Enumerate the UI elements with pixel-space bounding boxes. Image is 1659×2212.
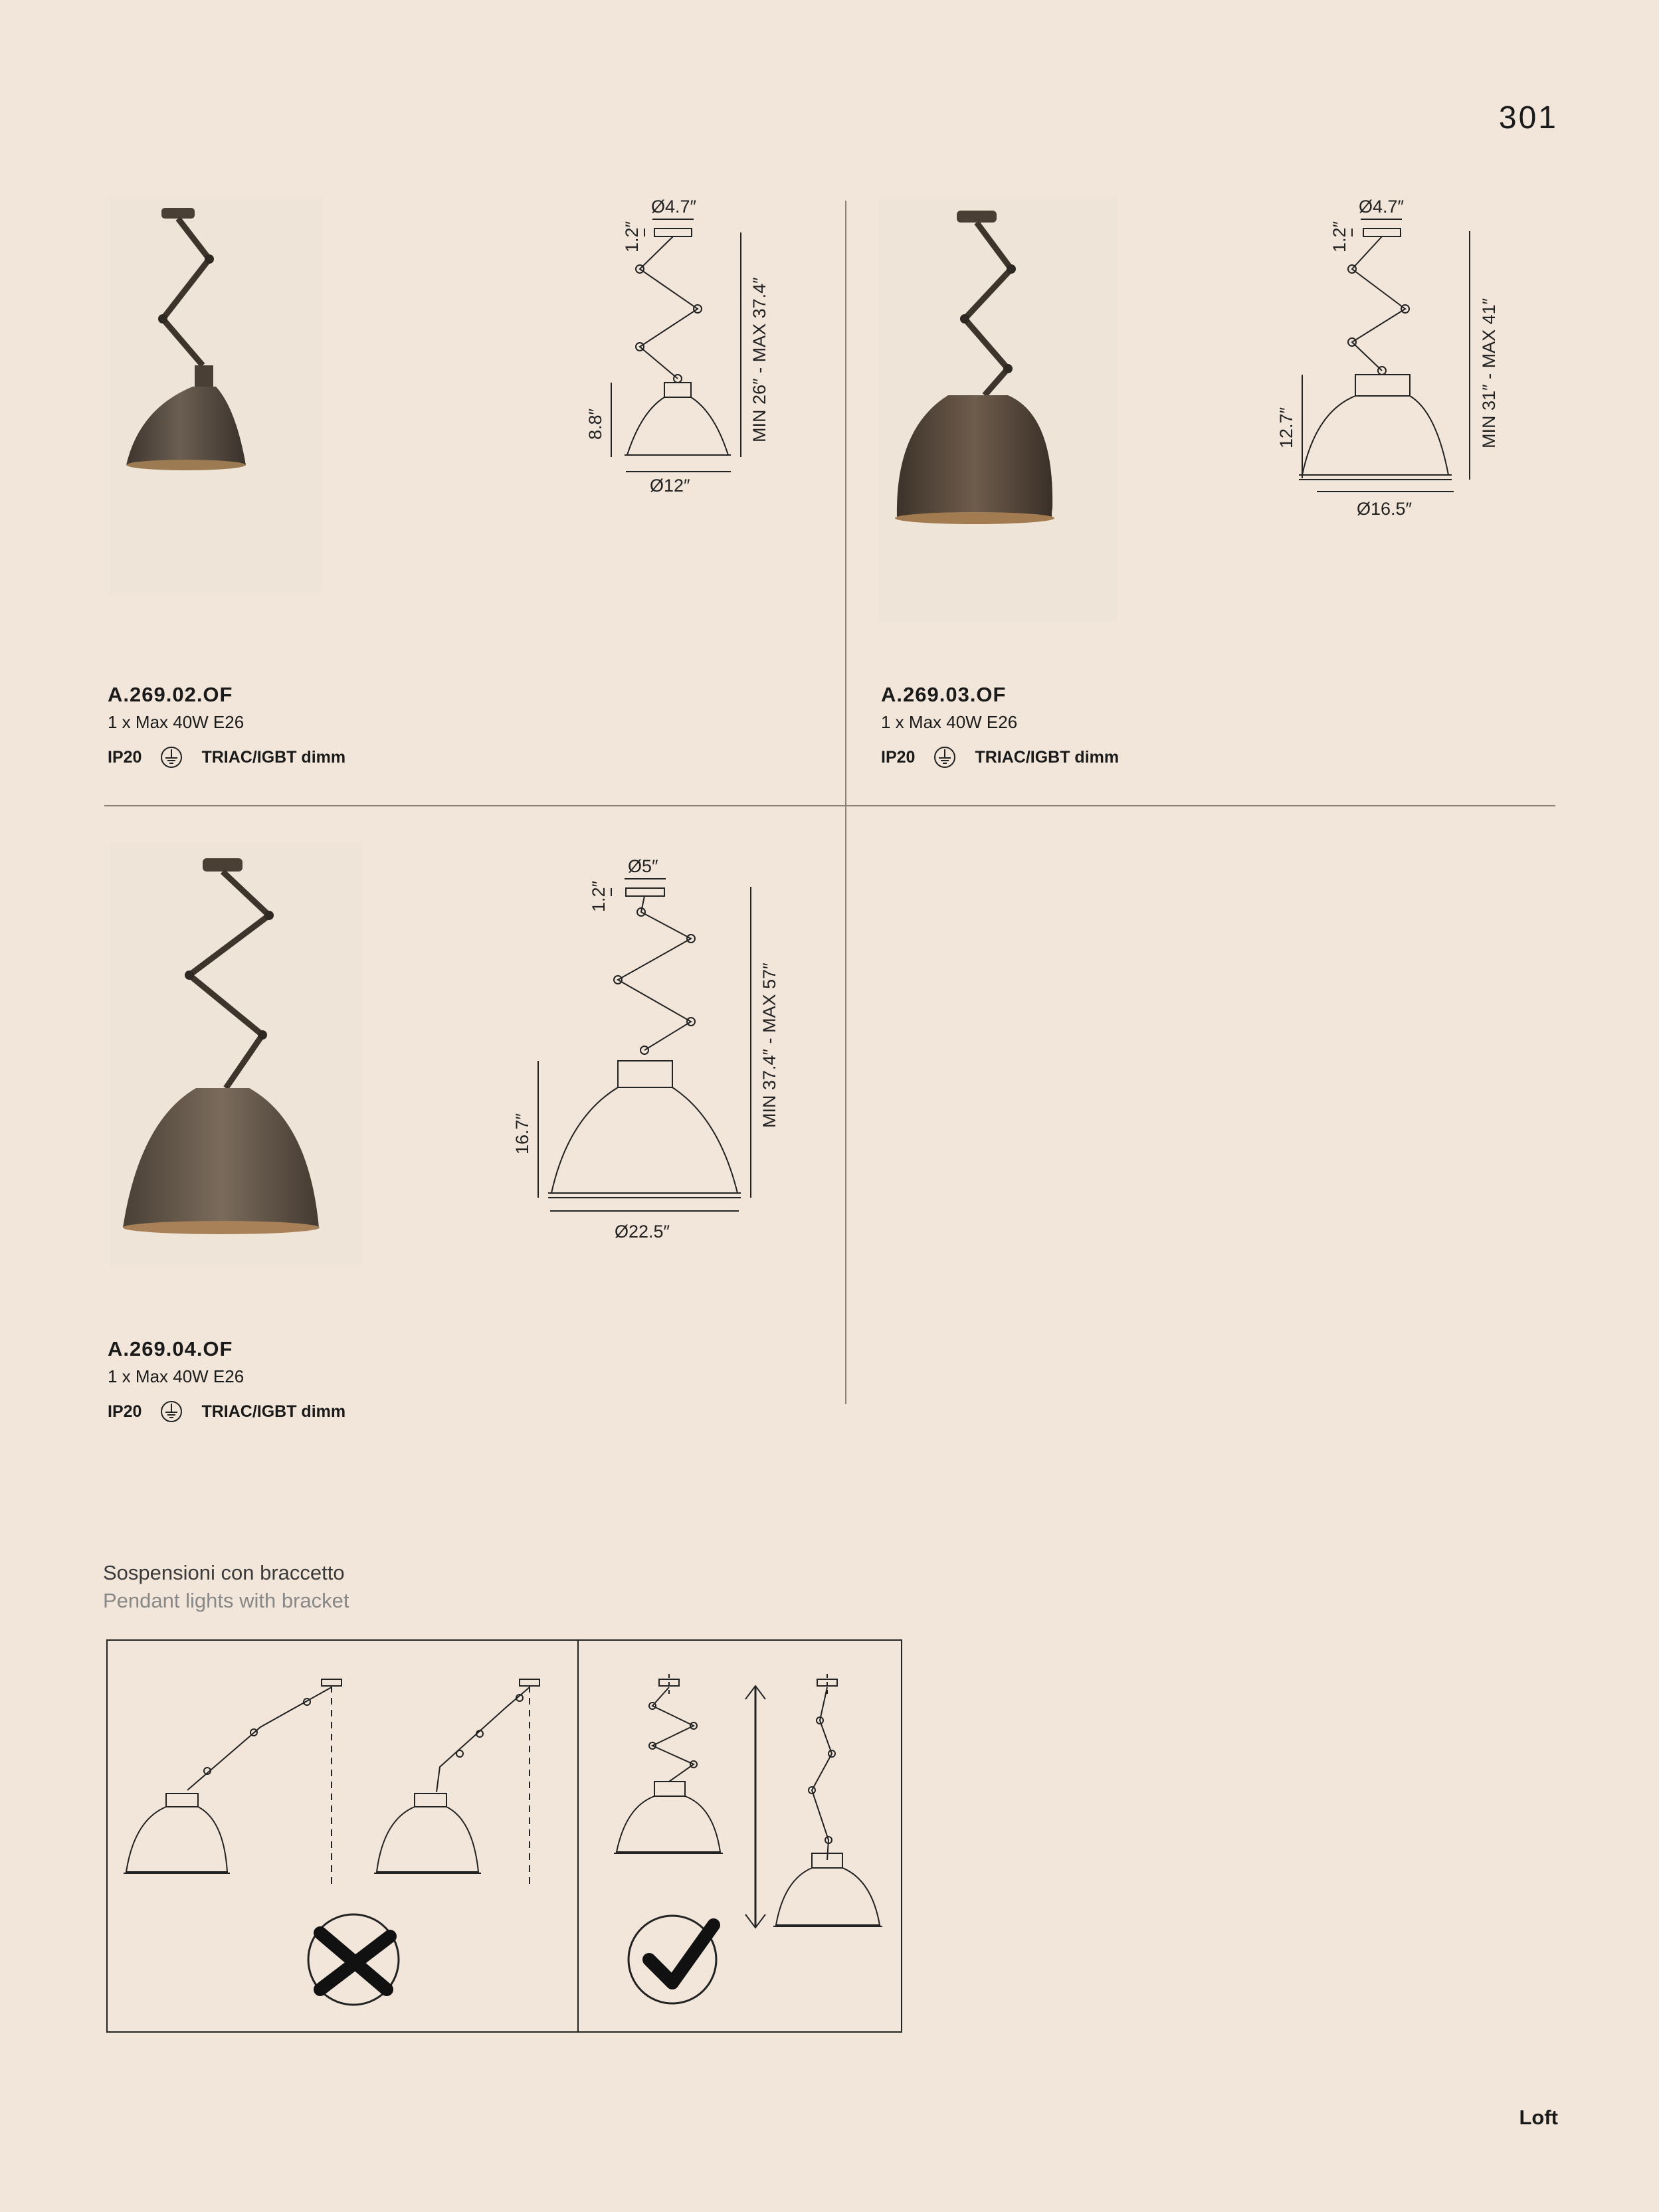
product-spec: 1 x Max 40W E26 [108,1366,244,1386]
product-info [108,1337,345,1423]
section-heading [103,1561,349,1613]
dim-canopy: 1.2″ [622,221,642,252]
check-icon [629,1916,716,2003]
right-example-lamp [773,1674,882,1926]
wrong-example-lamp [124,1679,342,1887]
ground-icon [160,746,183,769]
wrong-example-lamp [374,1679,539,1887]
dimension-drawing [571,193,784,508]
footer-label: Loft [1519,2106,1558,2129]
cross-icon [308,1914,399,2005]
product-code: A.269.03.OF [881,683,1007,706]
ip-rating: IP20 [108,747,142,767]
product-code: A.269.02.OF [108,683,233,706]
dimming-type: TRIAC/IGBT dimm [201,1402,346,1421]
ip-rating: IP20 [881,747,916,767]
dim-range: MIN 26″ - MAX 37.4″ [749,277,769,442]
right-example-lamp [614,1674,765,1928]
dim-top: Ø4.7″ [1359,197,1405,217]
dim-height: 16.7″ [512,1113,532,1154]
dimension-drawing [512,852,791,1254]
ground-icon [160,1400,183,1423]
dim-height: 12.7″ [1276,407,1296,448]
ip-rating: IP20 [108,1402,142,1421]
product-spec: 1 x Max 40W E26 [881,712,1018,732]
dimension-drawing [1262,193,1515,535]
row-divider [104,805,1555,806]
usage-diagram [106,1639,902,2033]
section-title-en: Pendant lights with bracket [103,1589,349,1612]
dimming-type: TRIAC/IGBT dimm [975,747,1120,767]
dim-canopy: 1.2″ [1329,221,1349,252]
product-photo [110,842,362,1267]
column-divider [845,201,846,1404]
dim-width: Ø12″ [650,476,690,496]
dim-height: 8.8″ [585,408,605,440]
product-info [108,683,345,769]
page-number: 301 [1498,100,1558,136]
dim-range: MIN 31″ - MAX 41″ [1479,298,1499,448]
product-photo [110,196,322,595]
dim-top: Ø5″ [628,856,658,876]
dim-range: MIN 37.4″ - MAX 57″ [759,963,779,1128]
dim-width: Ø16.5″ [1357,499,1413,519]
product-code: A.269.04.OF [108,1337,233,1360]
ground-icon [933,746,956,769]
dim-width: Ø22.5″ [615,1222,670,1242]
product-photo [878,196,1118,621]
dim-canopy: 1.2″ [589,880,609,912]
dim-top: Ø4.7″ [651,197,697,217]
product-info [881,683,1119,769]
product-spec: 1 x Max 40W E26 [108,712,244,732]
section-title-it: Sospensioni con braccetto [103,1561,345,1584]
dimming-type: TRIAC/IGBT dimm [201,747,346,767]
